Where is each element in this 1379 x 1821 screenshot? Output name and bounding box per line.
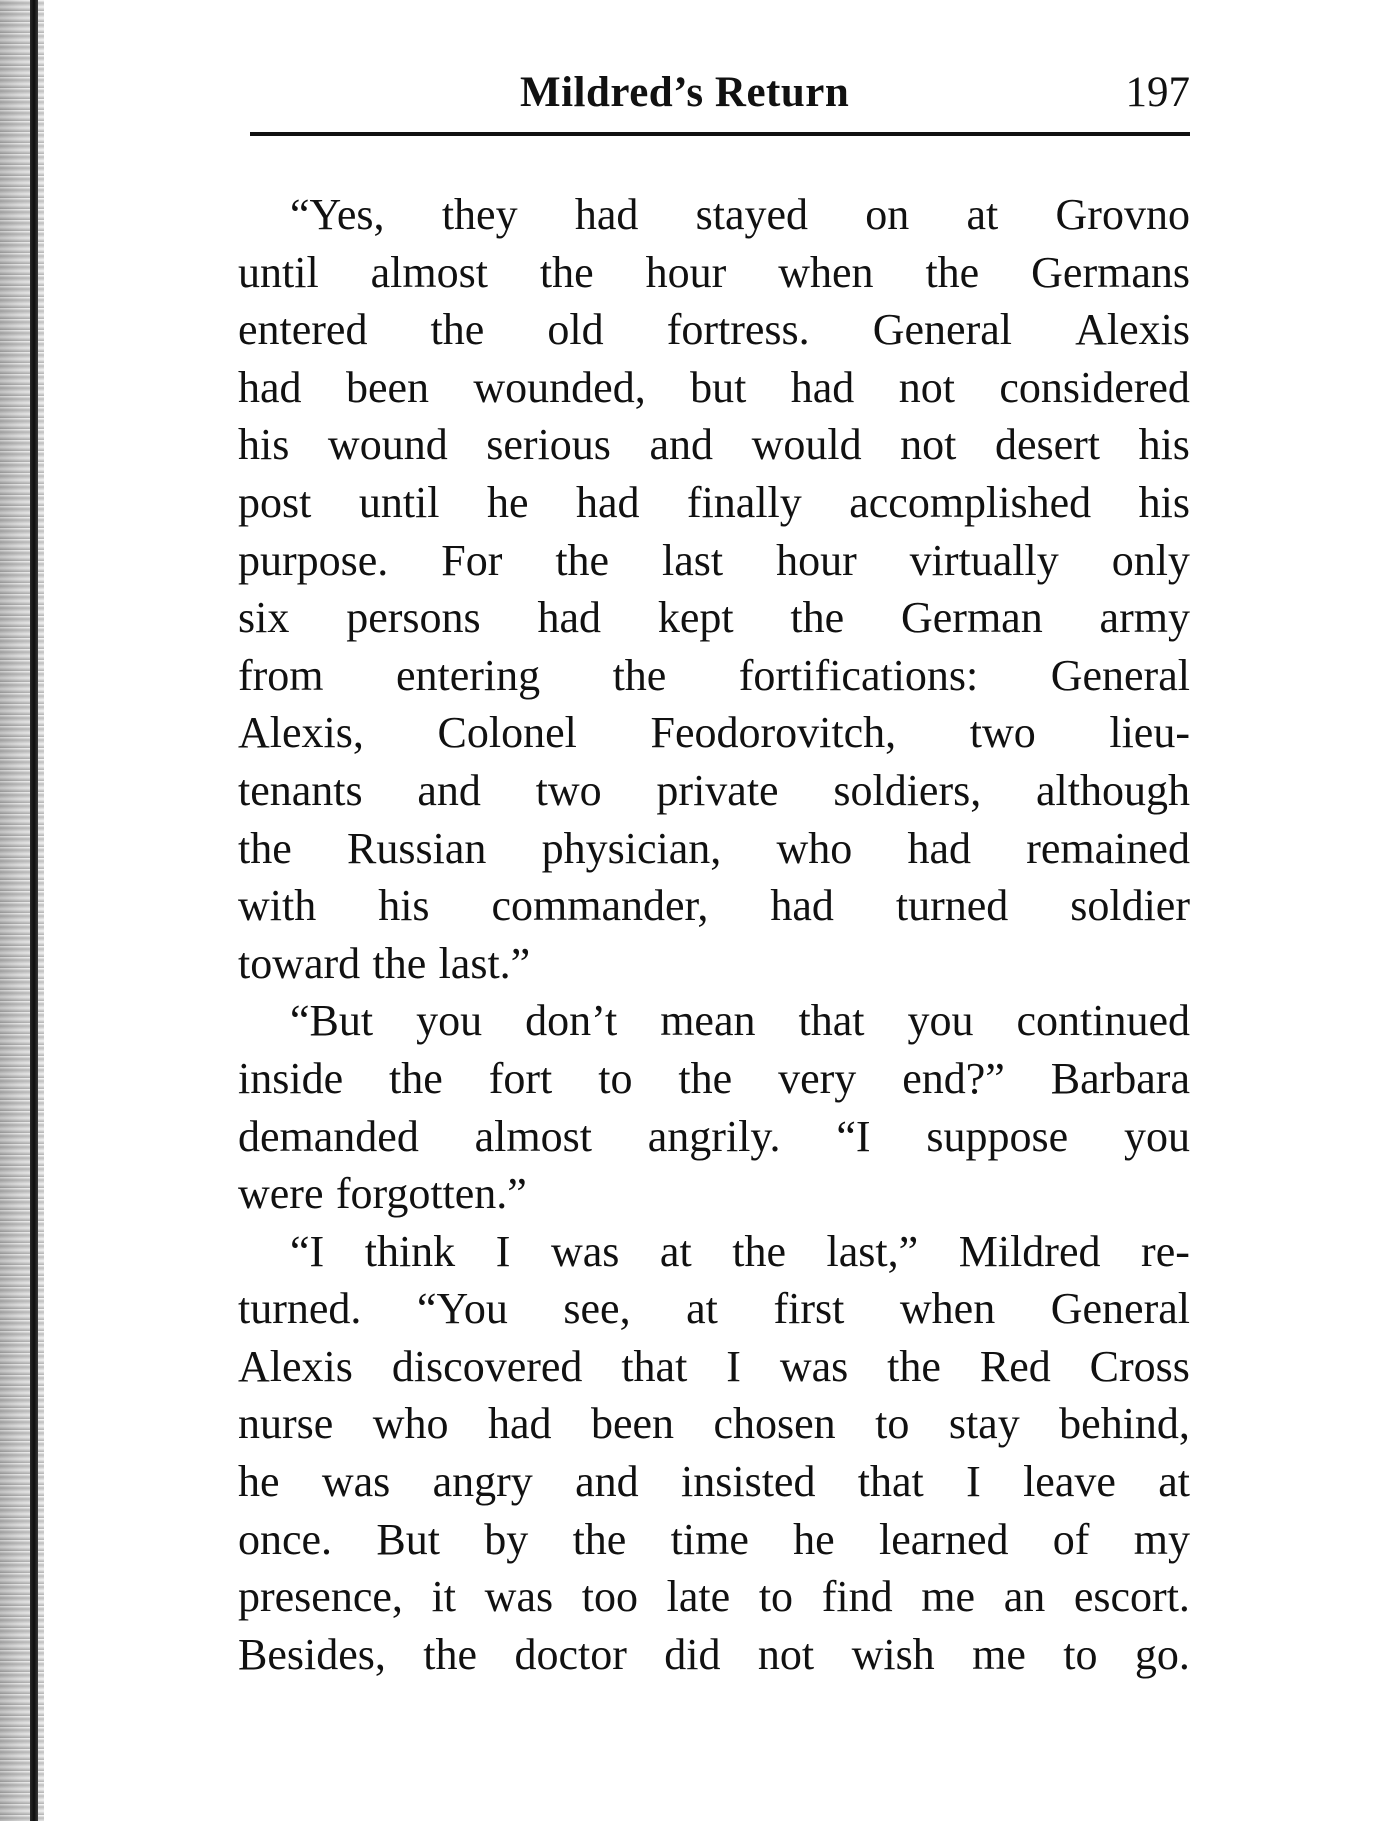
text-line: tenants and two private soldiers, although	[238, 765, 1190, 815]
text-line: with his commander, had turned soldier	[238, 881, 1190, 931]
text-line: toward the last.”	[238, 938, 531, 988]
text-line: demanded almost angrily. “I suppose you	[238, 1111, 1190, 1161]
text-line: once. But by the time he learned of my	[238, 1514, 1190, 1564]
text-line: “Yes, they had stayed on at Grovno	[290, 190, 1190, 239]
text-line: purpose. For the last hour virtually only	[238, 535, 1190, 585]
page-binding-edge	[30, 0, 38, 1821]
text-line: “But you don’t mean that you continued	[290, 996, 1190, 1046]
text-line: turned. “You see, at first when General	[238, 1284, 1190, 1334]
running-head-title: Mildred’s Return	[520, 69, 850, 116]
text-line: “I think I was at the last,” Mildred re-	[290, 1226, 1190, 1276]
running-head	[250, 62, 1190, 122]
text-line: had been wounded, but had not considered	[238, 362, 1190, 412]
text-line: six persons had kept the German army	[238, 593, 1190, 643]
text-line: he was angry and insisted that I leave at	[238, 1457, 1190, 1507]
text-line: inside the fort to the very end?” Barbara	[238, 1053, 1190, 1103]
text-line: from entering the fortifications: General	[238, 650, 1190, 700]
text-line: post until he had finally accomplished his	[238, 477, 1190, 527]
text-line: nurse who had been chosen to stay behind,	[238, 1399, 1190, 1449]
text-line: the Russian physician, who had remained	[238, 823, 1190, 873]
text-line: presence, it was too late to find me an escort.	[238, 1572, 1190, 1622]
body-text	[238, 186, 1190, 1683]
text-line: entered the old fortress. General Alexis	[238, 305, 1190, 355]
text-line: were forgotten.”	[238, 1169, 527, 1219]
text-line: until almost the hour when the Germans	[238, 247, 1190, 297]
page-number: 197	[1125, 69, 1190, 116]
text-line: Alexis discovered that I was the Red Cross	[238, 1341, 1190, 1391]
text-line: Alexis, Colonel Feodorovitch, two lieu-	[238, 708, 1190, 758]
text-line: Besides, the doctor did not wish me to go.	[238, 1629, 1190, 1679]
text-line: his wound serious and would not desert his	[238, 420, 1190, 470]
header-rule	[250, 132, 1190, 136]
